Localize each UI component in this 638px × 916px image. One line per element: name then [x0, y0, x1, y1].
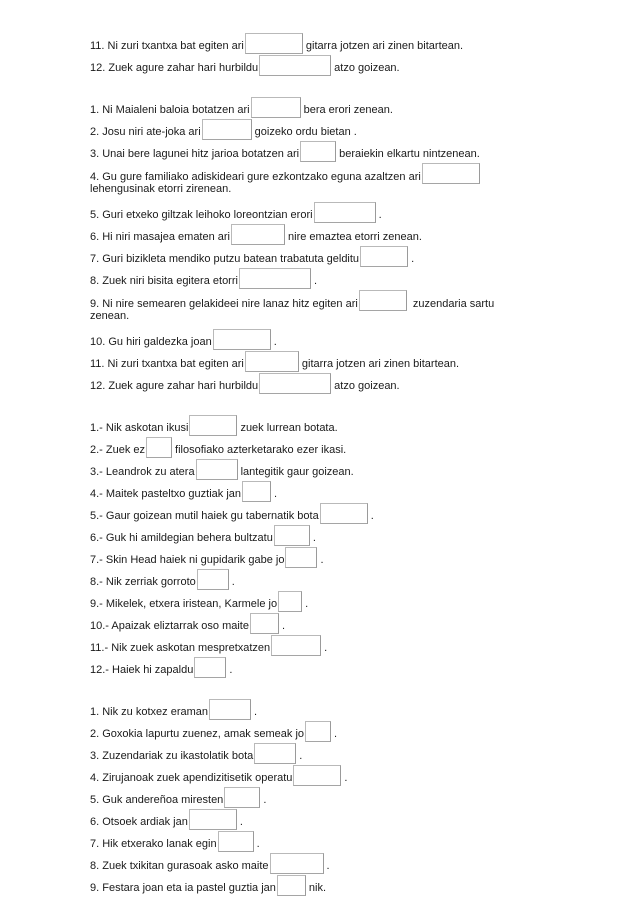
exercise-line: 5.- Gaur goizean mutil haiek gu tabernatik bota .	[90, 502, 530, 524]
exercise-line: 4. Zirujanoak zuek apendizitisetik operatu .	[90, 764, 530, 786]
exercise-line: 3. Unai bere lagunei hitz jarioa botatzen ari beraiekin elkartu nintzenean.	[90, 140, 530, 162]
exercise-line: 4. Gu gure familiako adiskideari gure ezkontzako eguna azaltzen ari lehengusinak etorri zirenean.	[90, 162, 530, 195]
exercise-line: 11. Ni zuri txantxa bat egiten ari gitarra jotzen ari zinen bitartean.	[90, 32, 530, 54]
answer-field[interactable]	[202, 119, 252, 140]
answer-field[interactable]	[197, 569, 229, 590]
exercise-line: 5. Guri etxeko giltzak leihoko loreontzian erori .	[90, 201, 530, 223]
answer-field[interactable]	[196, 459, 238, 480]
answer-field[interactable]	[242, 481, 271, 502]
answer-field[interactable]	[146, 437, 172, 458]
exercise-line: 12. Zuek agure zahar hari hurbildu atzo goizean.	[90, 54, 530, 76]
exercise-line: 11. Ni zuri txantxa bat egiten ari gitarra jotzen ari zinen bitartean.	[90, 350, 530, 372]
exercise-line: 8. Zuek niri bisita egitera etorri .	[90, 267, 530, 289]
answer-field[interactable]	[277, 875, 306, 896]
exercise-line: 2.- Zuek ez filosofiako azterketarako ezer ikasi.	[90, 436, 530, 458]
answer-field[interactable]	[224, 787, 260, 808]
answer-field[interactable]	[251, 97, 301, 118]
answer-field[interactable]	[300, 141, 336, 162]
exercise-line: 11.- Nik zuek askotan mespretxatzen .	[90, 634, 530, 656]
exercise-line: 9. Festara joan eta ia pastel guztia jan nik.	[90, 874, 530, 896]
answer-field[interactable]	[239, 268, 311, 289]
answer-field[interactable]	[231, 224, 285, 245]
answer-field[interactable]	[250, 613, 279, 634]
exercise-line: 10.- Apaizak eliztarrak oso maite .	[90, 612, 530, 634]
answer-field[interactable]	[254, 743, 296, 764]
section-c	[90, 414, 530, 678]
worksheet-page	[90, 32, 530, 916]
exercise-line: 6.- Guk hi amildegian behera bultzatu .	[90, 524, 530, 546]
answer-field[interactable]	[285, 547, 317, 568]
exercise-line: 7. Guri bizikleta mendiko putzu batean trabatuta gelditu .	[90, 245, 530, 267]
section-d	[90, 698, 530, 896]
answer-field[interactable]	[271, 635, 321, 656]
answer-field[interactable]	[359, 290, 407, 311]
exercise-line: 12.- Haiek hi zapaldu .	[90, 656, 530, 678]
answer-field[interactable]	[422, 163, 480, 184]
answer-field[interactable]	[209, 699, 251, 720]
answer-field[interactable]	[189, 809, 237, 830]
answer-field[interactable]	[245, 33, 303, 54]
exercise-line: 3.- Leandrok zu atera lantegitik gaur goizean.	[90, 458, 530, 480]
exercise-line: 9. Ni nire semearen gelakideei nire lanaz hitz egiten ari zuzendaria sartu zenean.	[90, 289, 530, 322]
answer-field[interactable]	[270, 853, 324, 874]
exercise-line: 9.- Mikelek, etxera iristean, Karmele jo .	[90, 590, 530, 612]
exercise-line: 10. Gu hiri galdezka joan .	[90, 328, 530, 350]
answer-field[interactable]	[245, 351, 299, 372]
exercise-line: 2. Josu niri ate-joka ari goizeko ordu bietan .	[90, 118, 530, 140]
answer-field[interactable]	[218, 831, 254, 852]
answer-field[interactable]	[314, 202, 376, 223]
answer-field[interactable]	[305, 721, 331, 742]
exercise-line: 8.- Nik zerriak gorroto .	[90, 568, 530, 590]
answer-field[interactable]	[194, 657, 226, 678]
section-a	[90, 32, 530, 76]
answer-field[interactable]	[189, 415, 237, 436]
exercise-line: 7. Hik etxerako lanak egin .	[90, 830, 530, 852]
answer-field[interactable]	[278, 591, 302, 612]
exercise-line: 5. Guk andereñoa miresten .	[90, 786, 530, 808]
answer-field[interactable]	[213, 329, 271, 350]
section-b	[90, 96, 530, 394]
answer-field[interactable]	[293, 765, 341, 786]
exercise-line: 3. Zuzendariak zu ikastolatik bota .	[90, 742, 530, 764]
answer-field[interactable]	[320, 503, 368, 524]
answer-field[interactable]	[274, 525, 310, 546]
exercise-line: 2. Goxokia lapurtu zuenez, amak semeak jo .	[90, 720, 530, 742]
answer-field[interactable]	[259, 55, 331, 76]
exercise-line: 4.- Maitek pasteltxo guztiak jan .	[90, 480, 530, 502]
exercise-line: 7.- Skin Head haiek ni gupidarik gabe jo .	[90, 546, 530, 568]
answer-field[interactable]	[360, 246, 408, 267]
exercise-line: 6. Hi niri masajea ematen ari nire emaztea etorri zenean.	[90, 223, 530, 245]
exercise-line: 1. Nik zu kotxez eraman .	[90, 698, 530, 720]
exercise-line: 1.- Nik askotan ikusi zuek lurrean botata.	[90, 414, 530, 436]
answer-field[interactable]	[259, 373, 331, 394]
exercise-line: 1. Ni Maialeni baloia botatzen ari bera erori zenean.	[90, 96, 530, 118]
exercise-line: 6. Otsoek ardiak jan .	[90, 808, 530, 830]
exercise-line: 12. Zuek agure zahar hari hurbildu atzo goizean.	[90, 372, 530, 394]
exercise-line: 8. Zuek txikitan gurasoak asko maite .	[90, 852, 530, 874]
